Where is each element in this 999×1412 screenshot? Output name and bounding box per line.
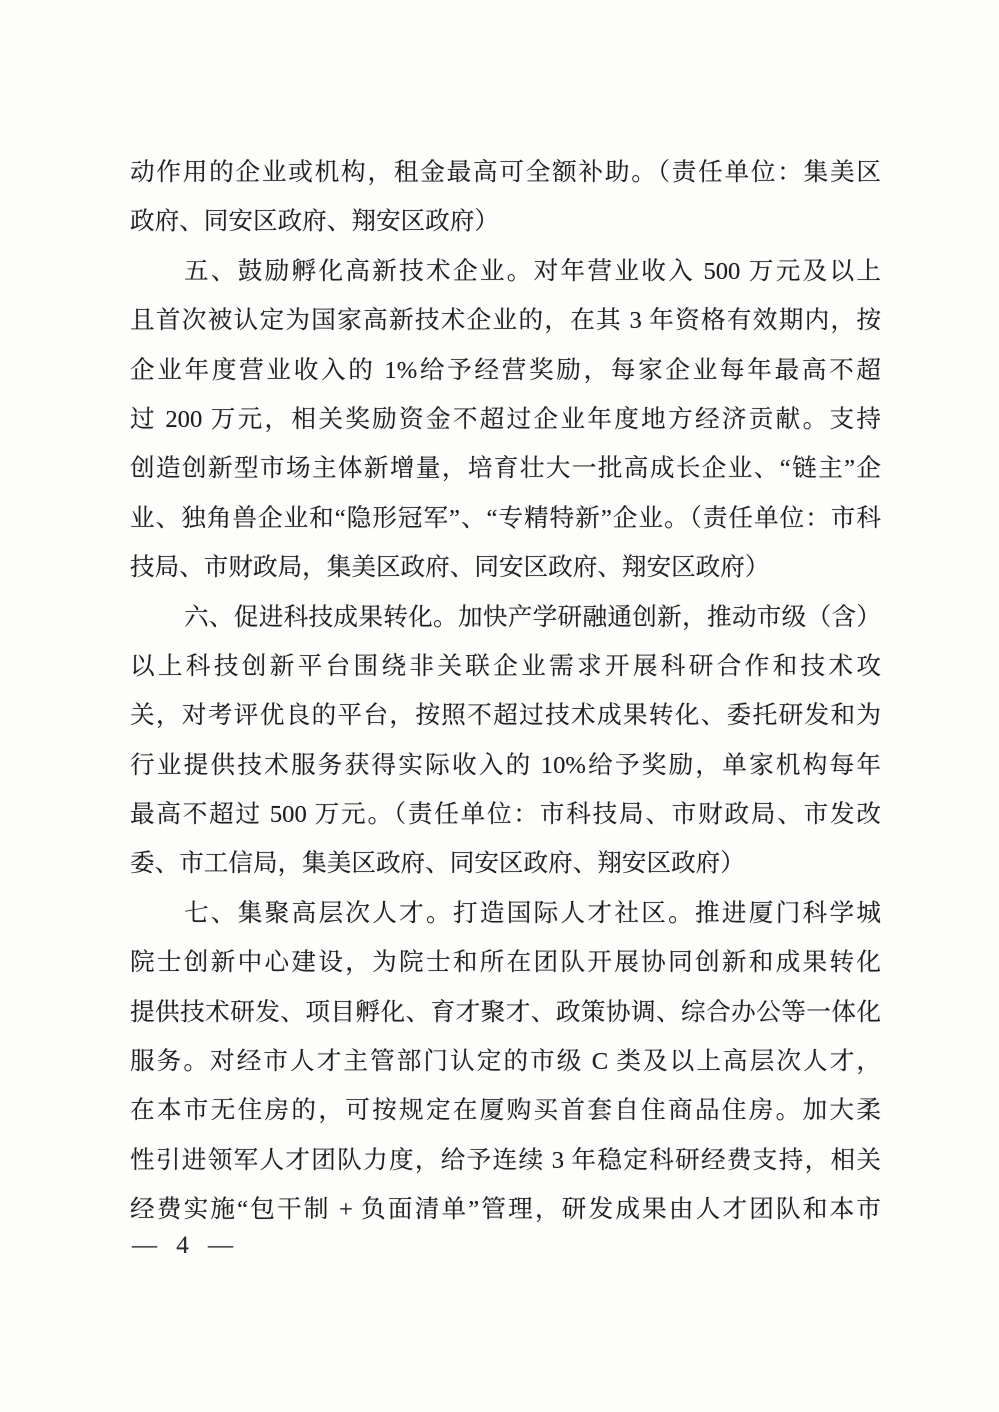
text-line: 过 200 万元，相关奖励资金不超过企业年度地方经济贡献。支持	[130, 405, 881, 433]
text-line: 行业提供技术服务获得实际收入的 10%给予奖励，单家机构每年	[130, 751, 881, 779]
page-number: — 4 —	[132, 1232, 233, 1259]
text-line: 经费实施“包干制 + 负面清单”管理，研发成果由人才团队和本市	[130, 1196, 881, 1224]
section-heading-line-7: 七、集聚高层次人才。打造国际人才社区。推进厦门科学城	[184, 899, 881, 927]
text-line: 技局、市财政局，集美区政府、同安区政府、翔安区政府）	[130, 554, 770, 582]
text-line: 提供技术研发、项目孵化、育才聚才、政策协调、综合办公等一体化	[130, 998, 881, 1026]
text-line: 在本市无住房的，可按规定在厦购买首套自住商品住房。加大柔	[130, 1097, 881, 1125]
text-line: 企业年度营业收入的 1%给予经营奖励，每家企业每年最高不超	[130, 356, 881, 384]
text-line: 动作用的企业或机构，租金最高可全额补助。（责任单位：集美区	[130, 159, 881, 186]
text-line: 院士创新中心建设，为院士和所在团队开展协同创新和成果转化	[130, 949, 881, 977]
text-line: 以上科技创新平台围绕非关联企业需求开展科研合作和技术攻	[130, 652, 881, 680]
text-line: 关，对考评优良的平台，按照不超过技术成果转化、委托研发和为	[130, 702, 881, 730]
text-line: 委、市工信局，集美区政府、同安区政府、翔安区政府）	[130, 850, 745, 878]
document-body	[130, 148, 881, 1235]
text-line: 服务。对经市人才主管部门认定的市级 C 类及以上高层次人才，	[130, 1048, 881, 1076]
text-line: 且首次被认定为国家高新技术企业的，在其 3 年资格有效期内，按	[130, 307, 881, 335]
text-line: 创造创新型市场主体新增量，培育壮大一批高成长企业、“链主”企	[130, 455, 881, 483]
text-line: 性引进领军人才团队力度，给予连续 3 年稳定科研经费支持，相关	[130, 1146, 881, 1174]
section-heading-line-6: 六、促进科技成果转化。加快产学研融通创新，推动市级（含）	[184, 603, 881, 631]
text-line: 政府、同安区政府、翔安区政府）	[130, 208, 499, 236]
section-heading-line-5: 五、鼓励孵化高新技术企业。对年营业收入 500 万元及以上	[184, 257, 881, 285]
text-line: 业、独角兽企业和“隐形冠军”、“专精特新”企业。（责任单位：市科	[130, 504, 881, 532]
text-line: 最高不超过 500 万元。（责任单位：市科技局、市财政局、市发改	[130, 801, 881, 829]
